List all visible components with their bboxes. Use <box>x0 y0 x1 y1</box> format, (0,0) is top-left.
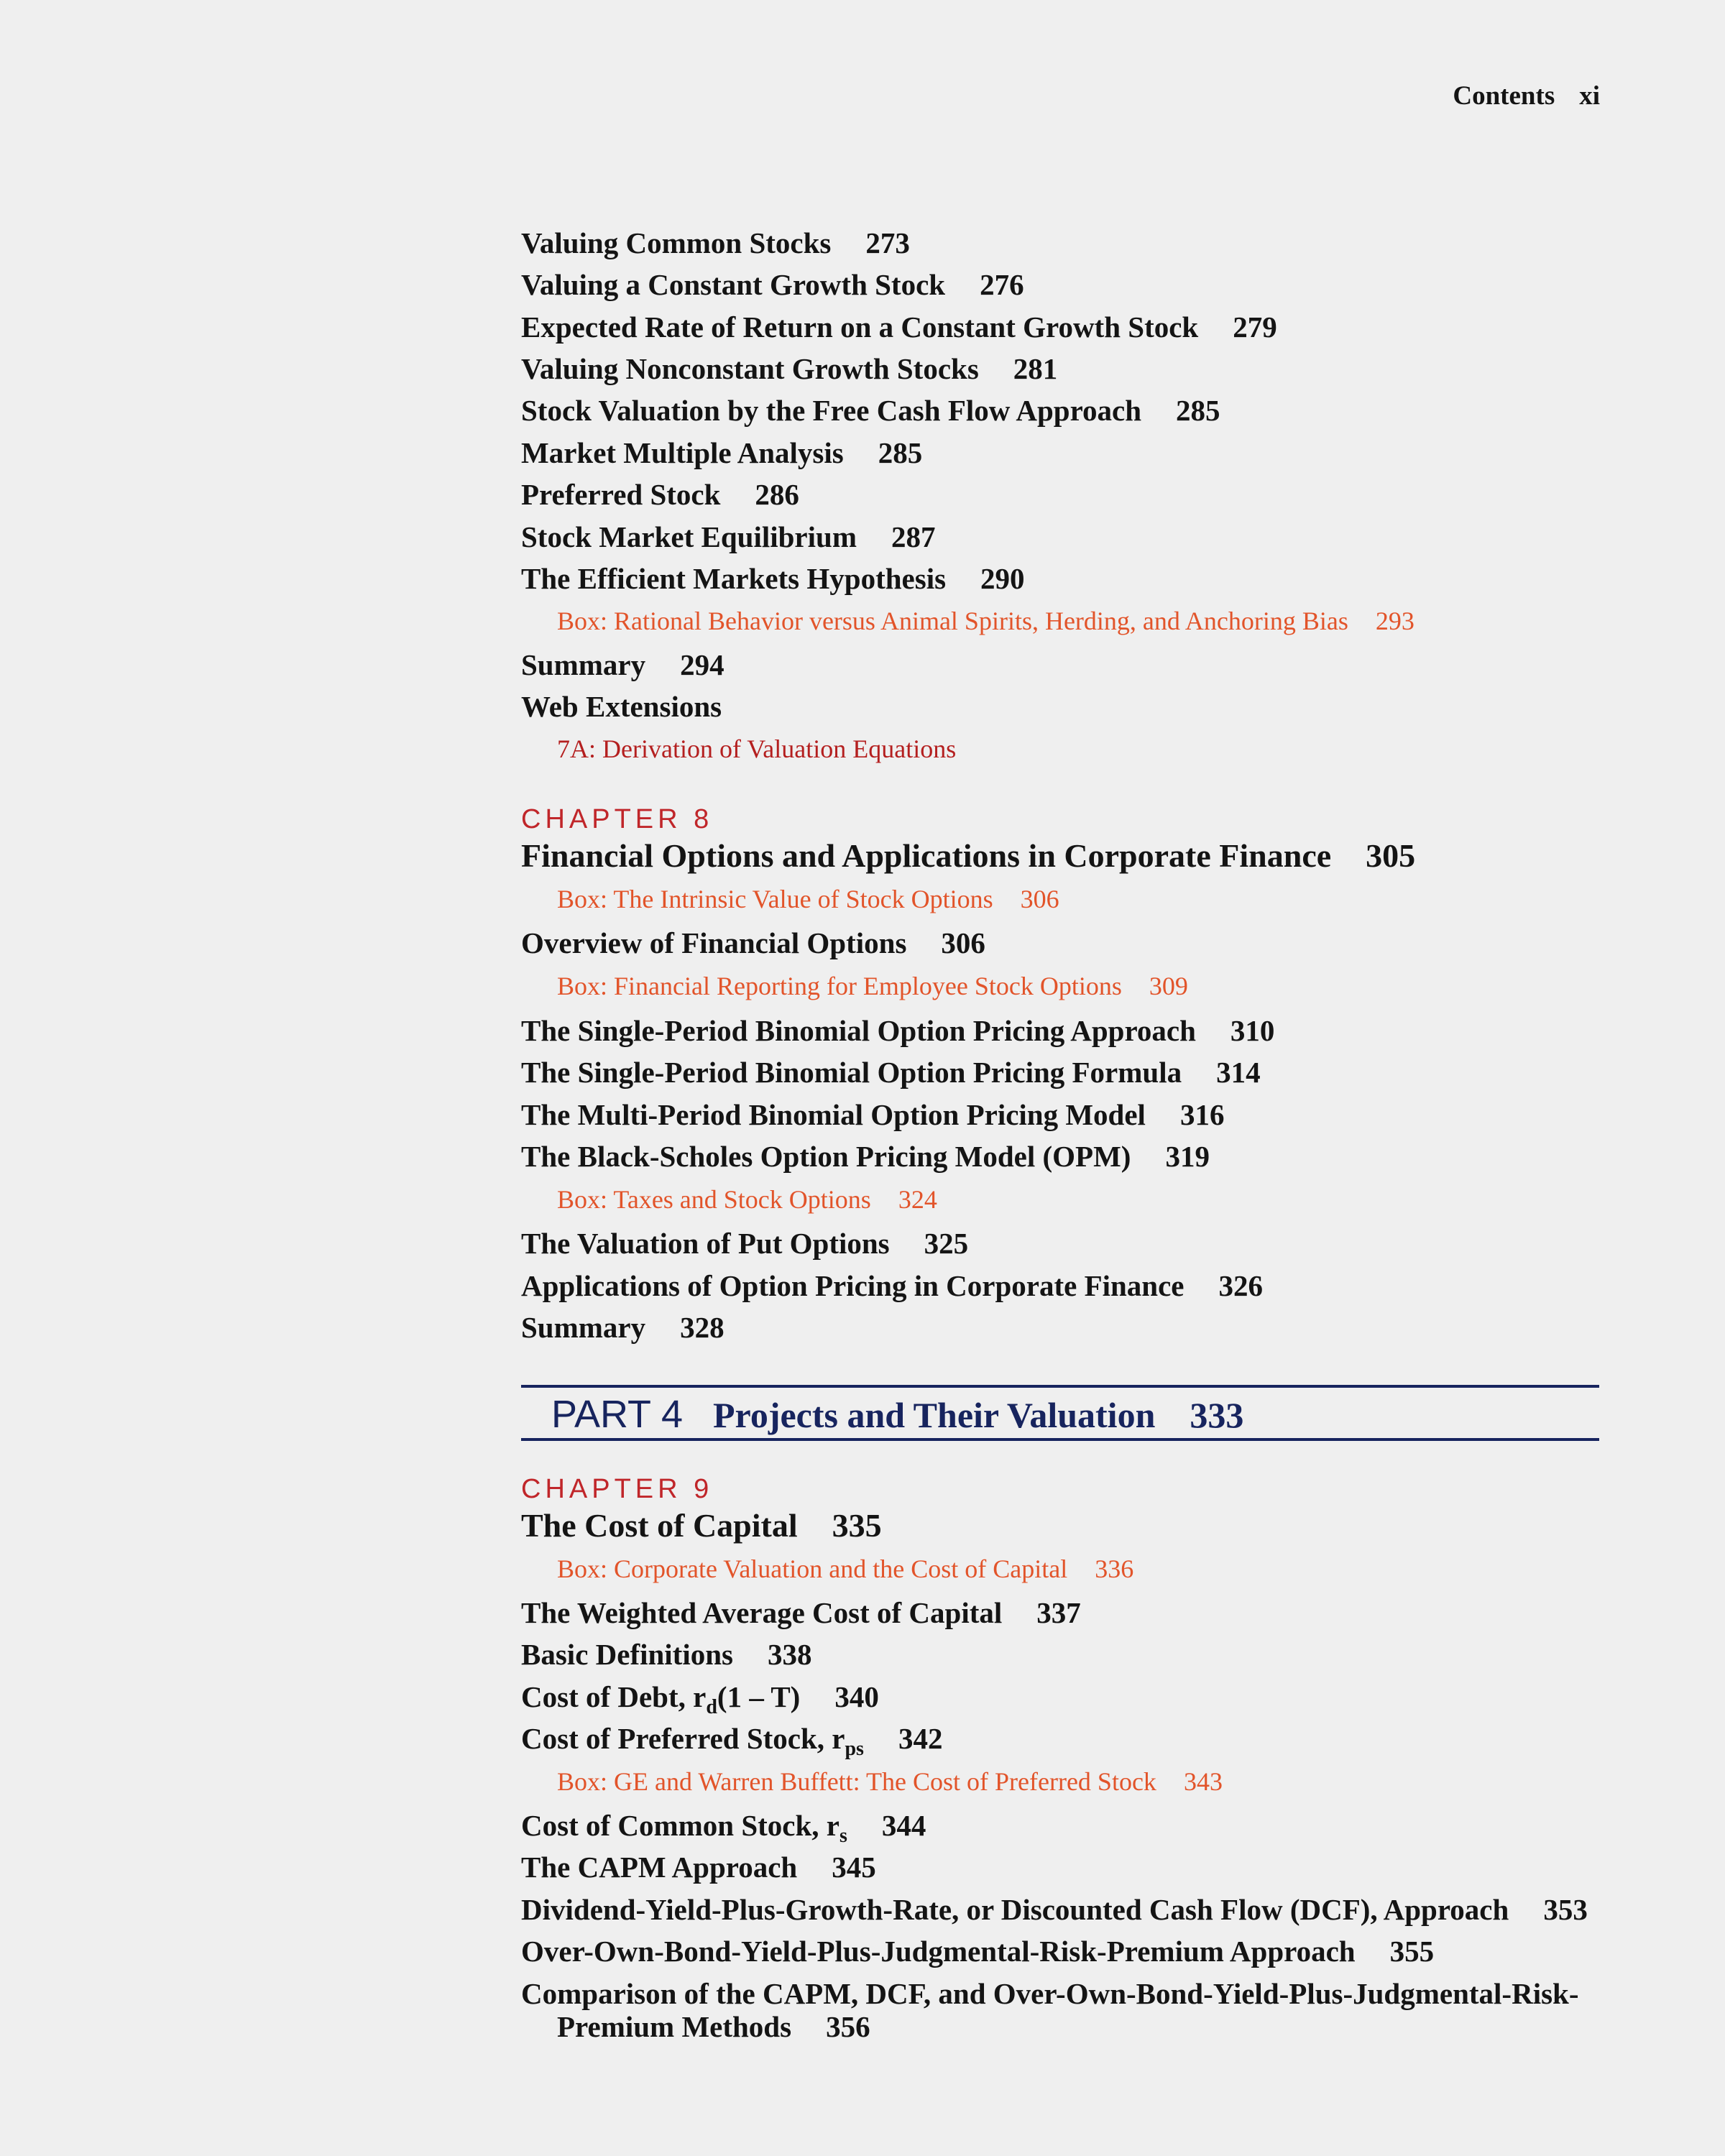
toc-entry[interactable]: Applications of Option Pricing in Corporate Finance 326 <box>521 1269 1263 1302</box>
toc-box-entry[interactable]: Box: Rational Behavior versus Animal Spirits, Herding, and Anchoring Bias 293 <box>557 607 1414 635</box>
toc-box-entry[interactable]: Box: Corporate Valuation and the Cost of Capital 336 <box>557 1554 1134 1583</box>
chapter-label: CHAPTER 8 <box>521 804 714 834</box>
part-label: PART 4 <box>551 1393 684 1436</box>
chapter-title[interactable]: Financial Options and Applications in Corporate Finance 305 <box>521 837 1416 874</box>
toc-entry[interactable]: Valuing a Constant Growth Stock 276 <box>521 268 1024 301</box>
toc-entry[interactable]: The Weighted Average Cost of Capital 337 <box>521 1596 1081 1629</box>
toc-entry[interactable]: The Single-Period Binomial Option Pricing Approach 310 <box>521 1014 1275 1047</box>
header-label: Contents <box>1453 81 1555 111</box>
toc-box-entry[interactable]: Box: Financial Reporting for Employee Stock Options 309 <box>557 972 1188 1000</box>
toc-entry[interactable]: The Single-Period Binomial Option Pricing Formula 314 <box>521 1056 1261 1089</box>
part-rule-bottom <box>521 1438 1599 1441</box>
toc-entry[interactable]: Market Multiple Analysis 285 <box>521 436 923 469</box>
toc-box-entry[interactable]: Box: Taxes and Stock Options 324 <box>557 1185 937 1214</box>
toc-entry-summary[interactable]: Summary 328 <box>521 1311 724 1344</box>
toc-box-entry[interactable]: Box: The Intrinsic Value of Stock Options 306 <box>557 885 1059 913</box>
header-page-number: xi <box>1579 81 1600 111</box>
toc-web-extension-item[interactable]: 7A: Derivation of Valuation Equations <box>557 734 957 763</box>
toc-entry-summary[interactable]: Summary 294 <box>521 648 724 681</box>
toc-entry[interactable]: Cost of Preferred Stock, $r_{ps}$ 342 <box>521 1722 943 1760</box>
toc-entry[interactable]: Stock Valuation by the Free Cash Flow Approach 285 <box>521 394 1220 427</box>
part-title[interactable]: Projects and Their Valuation 333 <box>713 1395 1244 1435</box>
toc-entry[interactable]: Overview of Financial Options 306 <box>521 926 985 959</box>
toc-box-entry[interactable]: Box: GE and Warren Buffett: The Cost of Preferred Stock 343 <box>557 1767 1223 1796</box>
toc-entry-web-extensions[interactable]: Web Extensions <box>521 690 722 723</box>
running-header <box>1453 80 1600 111</box>
toc-entry[interactable]: The Black-Scholes Option Pricing Model (OPM) 319 <box>521 1140 1210 1173</box>
toc-entry-continuation[interactable]: Premium Methods 356 <box>557 2010 870 2043</box>
toc-entry[interactable]: Valuing Nonconstant Growth Stocks 281 <box>521 352 1058 385</box>
toc-entry[interactable]: The Multi-Period Binomial Option Pricing Model 316 <box>521 1098 1225 1131</box>
toc-entry[interactable]: Dividend-Yield-Plus-Growth-Rate, or Discounted Cash Flow (DCF), Approach 353 <box>521 1893 1588 1926</box>
toc-entry[interactable]: The Valuation of Put Options 325 <box>521 1227 969 1260</box>
toc-entry-multiline[interactable]: Comparison of the CAPM, DCF, and Over-Own-Bond-Yield-Plus-Judgmental-Risk- <box>521 1977 1579 2010</box>
toc-entry[interactable]: Preferred Stock 286 <box>521 478 799 511</box>
chapter-title[interactable]: The Cost of Capital 335 <box>521 1507 882 1544</box>
toc-entry[interactable]: The CAPM Approach 345 <box>521 1851 876 1884</box>
toc-entry[interactable]: Expected Rate of Return on a Constant Growth Stock 279 <box>521 310 1277 344</box>
chapter-label: CHAPTER 9 <box>521 1474 714 1504</box>
toc-entry[interactable]: Stock Market Equilibrium 287 <box>521 520 936 553</box>
toc-entry[interactable]: Over-Own-Bond-Yield-Plus-Judgmental-Risk-Premium Approach 355 <box>521 1935 1435 1968</box>
toc-entry[interactable]: The Efficient Markets Hypothesis 290 <box>521 562 1025 595</box>
toc-entry[interactable]: Basic Definitions 338 <box>521 1638 812 1671</box>
toc-entry[interactable]: Valuing Common Stocks 273 <box>521 226 910 259</box>
toc-entry[interactable]: Cost of Debt, $r_d(1 - T)$ 340 <box>521 1680 879 1718</box>
toc-entry[interactable]: Cost of Common Stock, $r_s$ 344 <box>521 1809 926 1847</box>
part-rule-top <box>521 1385 1599 1388</box>
